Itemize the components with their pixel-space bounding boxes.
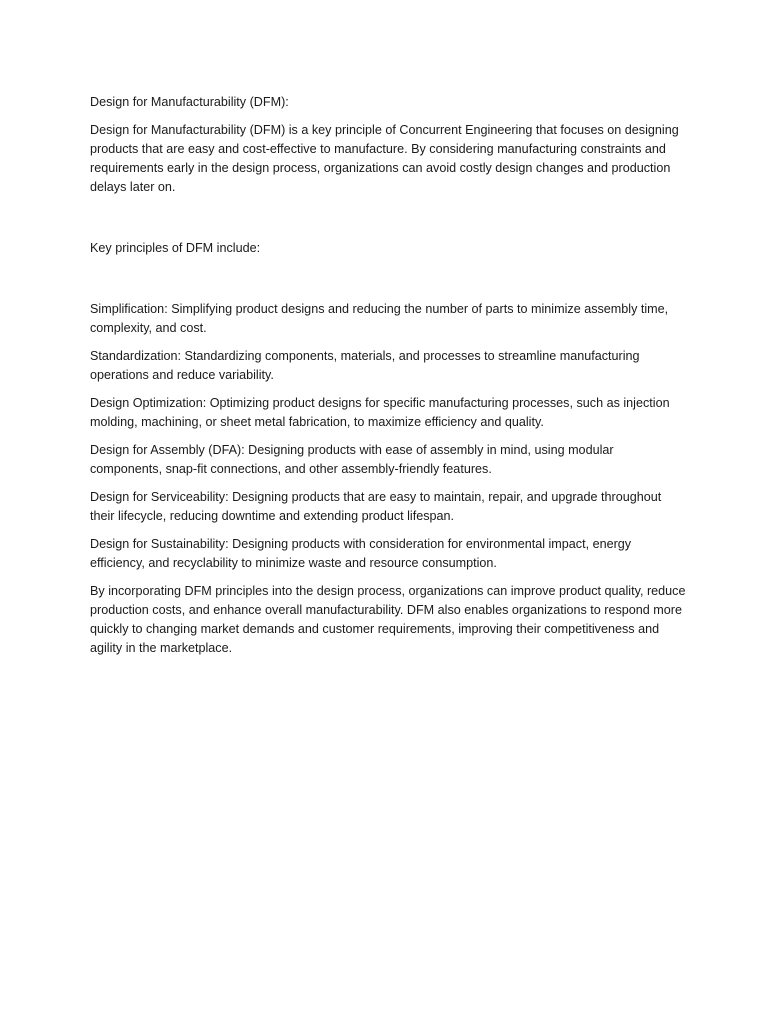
document-heading: Design for Manufacturability (DFM):	[90, 95, 289, 109]
principles-heading: Key principles of DFM include:	[90, 241, 261, 255]
intro-paragraph: Design for Manufacturability (DFM) is a key principle of Concurrent Engineering that focuses on designing products that are easy and cost-effective to manufacture. By considering manufacturing constraints and requirements early in the design process, organizations can avoid costly design changes and production delays later on.	[90, 123, 679, 194]
principle-paragraph: Design for Sustainability: Designing products with consideration for environmental impact, energy efficiency, and recyclability to minimize waste and resource consumption.	[90, 537, 632, 570]
principle-paragraph: Simplification: Simplifying product designs and reducing the number of parts to minimize assembly time, complexity, and cost.	[90, 302, 669, 335]
principle-paragraph: Design for Assembly (DFA): Designing products with ease of assembly in mind, using modular components, snap-fit connections, and other assembly-friendly features.	[90, 443, 614, 476]
principle-paragraph: Standardization: Standardizing components, materials, and processes to streamline manufacturing operations and reduce variability.	[90, 349, 640, 382]
principle-paragraph: Design for Serviceability: Designing products that are easy to maintain, repair, and upgrade throughout their lifecycle, reducing downtime and extending product lifespan.	[90, 490, 662, 523]
conclusion-paragraph: By incorporating DFM principles into the design process, organizations can improve product quality, reduce production costs, and enhance overall manufacturability. DFM also enables organizations to respond more quickly to changing market demands and customer requirements, improving their competitiveness and agility in the marketplace.	[90, 584, 686, 655]
document-body	[90, 93, 686, 667]
principle-paragraph: Design Optimization: Optimizing product designs for specific manufacturing processes, such as injection molding, machining, or sheet metal fabrication, to maximize efficiency and quality.	[90, 396, 670, 429]
